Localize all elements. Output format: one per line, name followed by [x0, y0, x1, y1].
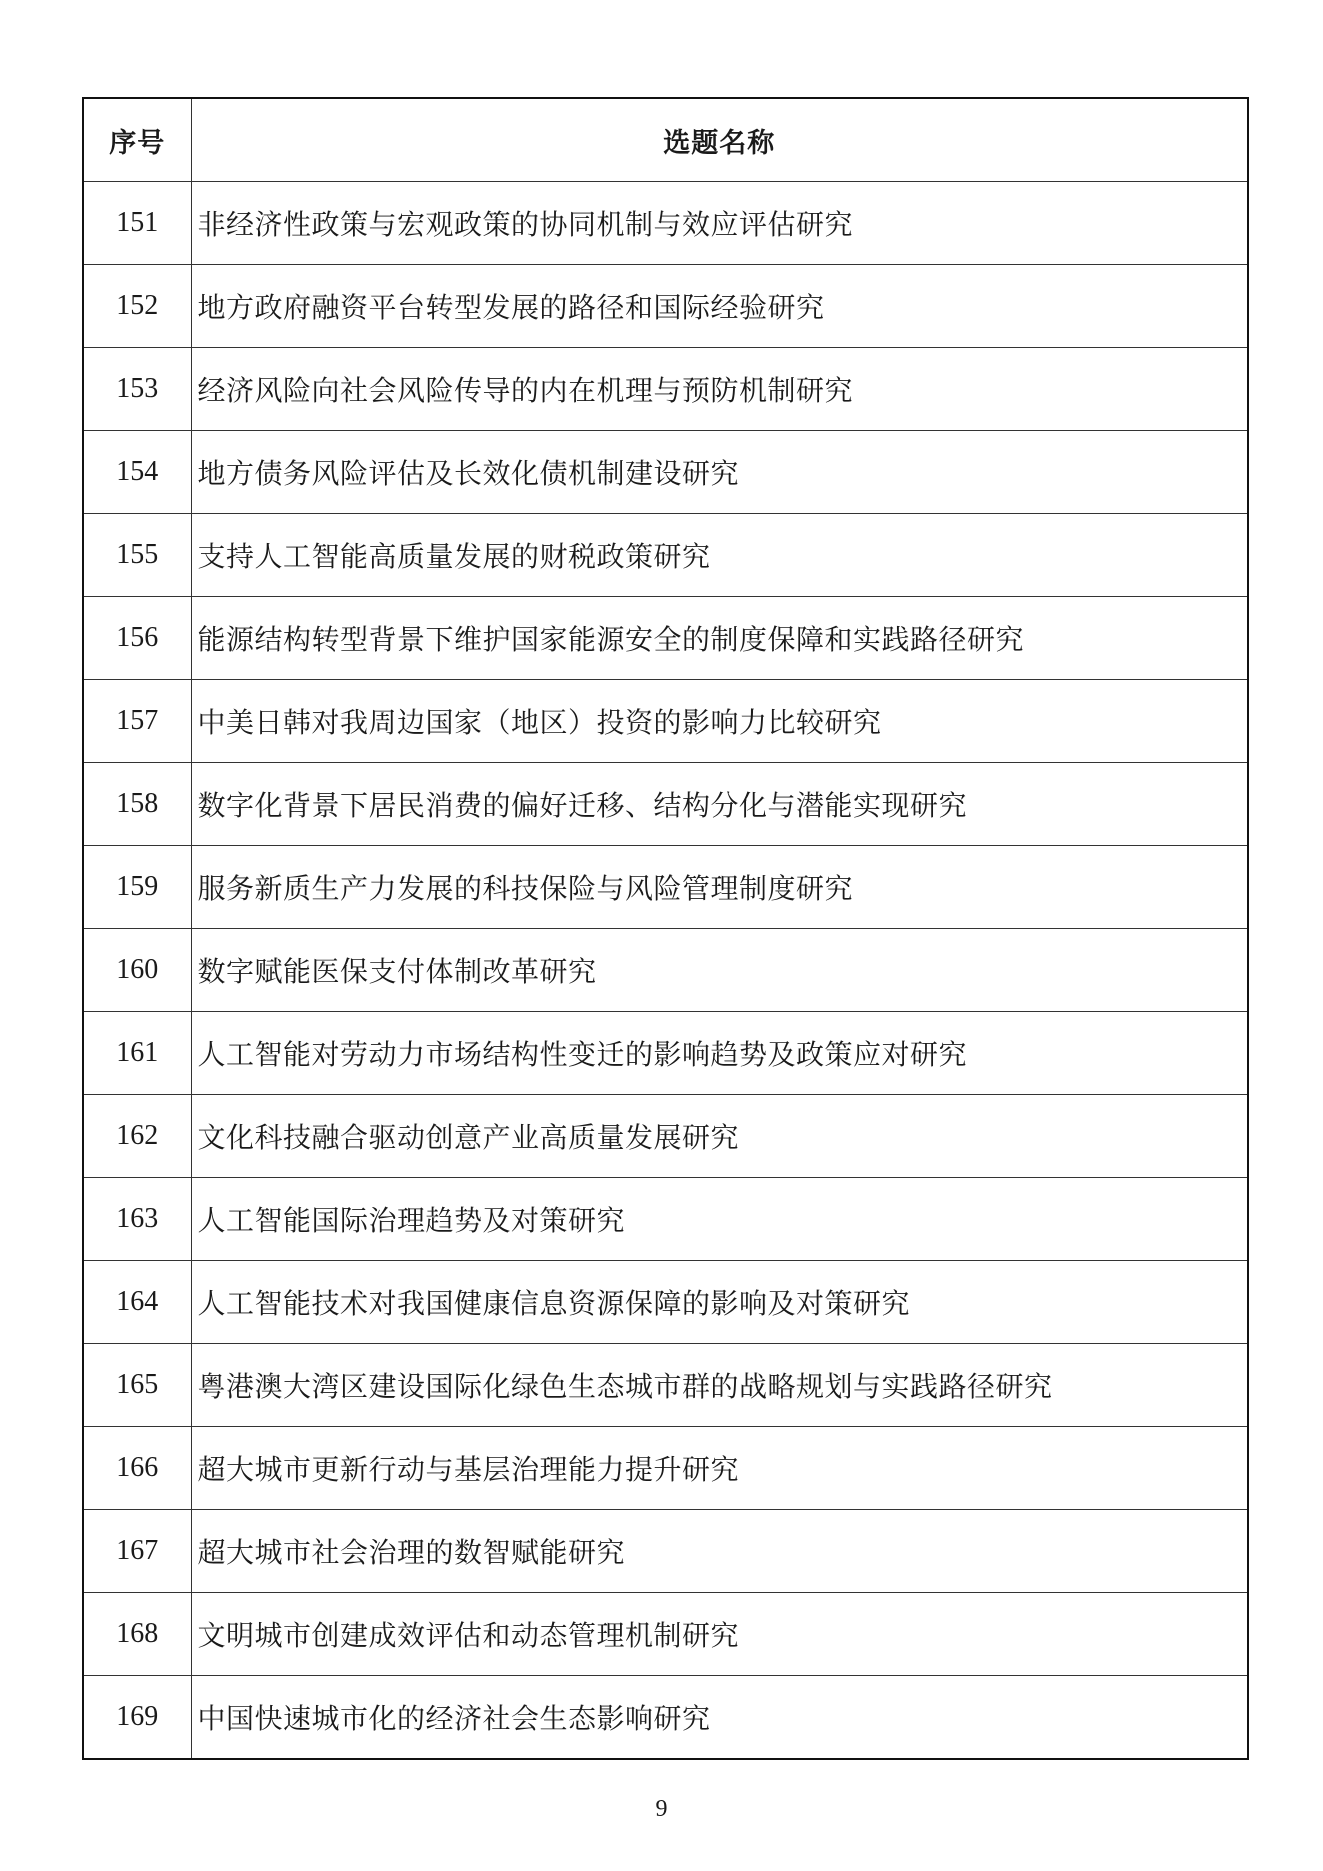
row-topic-name: 人工智能对劳动力市场结构性变迁的影响趋势及政策应对研究: [191, 1012, 1248, 1095]
row-number: 166: [83, 1427, 191, 1510]
table-row: [83, 431, 1248, 514]
row-number: 154: [83, 431, 191, 514]
row-number: 155: [83, 514, 191, 597]
table-row: [83, 1095, 1248, 1178]
row-topic-name: 中美日韩对我周边国家（地区）投资的影响力比较研究: [191, 680, 1248, 763]
table-row: [83, 265, 1248, 348]
row-number: 168: [83, 1593, 191, 1676]
row-topic-name: 能源结构转型背景下维护国家能源安全的制度保障和实践路径研究: [191, 597, 1248, 680]
row-number: 151: [83, 182, 191, 265]
table-row: [83, 846, 1248, 929]
table-row: [83, 1593, 1248, 1676]
table-row: [83, 1344, 1248, 1427]
row-number: 162: [83, 1095, 191, 1178]
row-number: 169: [83, 1676, 191, 1760]
row-topic-name: 支持人工智能高质量发展的财税政策研究: [191, 514, 1248, 597]
row-number: 164: [83, 1261, 191, 1344]
row-topic-name: 人工智能国际治理趋势及对策研究: [191, 1178, 1248, 1261]
table-row: [83, 1510, 1248, 1593]
table-row: [83, 597, 1248, 680]
document-page: [82, 97, 1249, 1760]
row-topic-name: 中国快速城市化的经济社会生态影响研究: [191, 1676, 1248, 1760]
row-topic-name: 超大城市更新行动与基层治理能力提升研究: [191, 1427, 1248, 1510]
header-name: 选题名称: [191, 98, 1248, 182]
row-number: 157: [83, 680, 191, 763]
table-row: [83, 1178, 1248, 1261]
row-number: 152: [83, 265, 191, 348]
row-number: 160: [83, 929, 191, 1012]
row-topic-name: 粤港澳大湾区建设国际化绿色生态城市群的战略规划与实践路径研究: [191, 1344, 1248, 1427]
row-topic-name: 人工智能技术对我国健康信息资源保障的影响及对策研究: [191, 1261, 1248, 1344]
row-topic-name: 数字化背景下居民消费的偏好迁移、结构分化与潜能实现研究: [191, 763, 1248, 846]
table-row: [83, 680, 1248, 763]
table-row: [83, 348, 1248, 431]
row-number: 161: [83, 1012, 191, 1095]
table-body: [83, 182, 1248, 1760]
topics-table: [82, 97, 1249, 1760]
row-number: 156: [83, 597, 191, 680]
table-row: [83, 514, 1248, 597]
row-number: 167: [83, 1510, 191, 1593]
table-row: [83, 929, 1248, 1012]
row-number: 158: [83, 763, 191, 846]
row-topic-name: 地方政府融资平台转型发展的路径和国际经验研究: [191, 265, 1248, 348]
table-row: [83, 1012, 1248, 1095]
table-row: [83, 1427, 1248, 1510]
header-number: 序号: [83, 98, 191, 182]
row-topic-name: 文明城市创建成效评估和动态管理机制研究: [191, 1593, 1248, 1676]
table-row: [83, 763, 1248, 846]
row-topic-name: 超大城市社会治理的数智赋能研究: [191, 1510, 1248, 1593]
row-topic-name: 数字赋能医保支付体制改革研究: [191, 929, 1248, 1012]
table-header: [83, 98, 1248, 182]
row-topic-name: 服务新质生产力发展的科技保险与风险管理制度研究: [191, 846, 1248, 929]
page-number: 9: [655, 1796, 668, 1822]
row-topic-name: 非经济性政策与宏观政策的协同机制与效应评估研究: [191, 182, 1248, 265]
row-number: 153: [83, 348, 191, 431]
row-topic-name: 经济风险向社会风险传导的内在机理与预防机制研究: [191, 348, 1248, 431]
row-number: 165: [83, 1344, 191, 1427]
table-row: [83, 1676, 1248, 1760]
row-topic-name: 地方债务风险评估及长效化债机制建设研究: [191, 431, 1248, 514]
table-row: [83, 182, 1248, 265]
row-number: 159: [83, 846, 191, 929]
header-row: [83, 98, 1248, 182]
row-topic-name: 文化科技融合驱动创意产业高质量发展研究: [191, 1095, 1248, 1178]
row-number: 163: [83, 1178, 191, 1261]
table-row: [83, 1261, 1248, 1344]
